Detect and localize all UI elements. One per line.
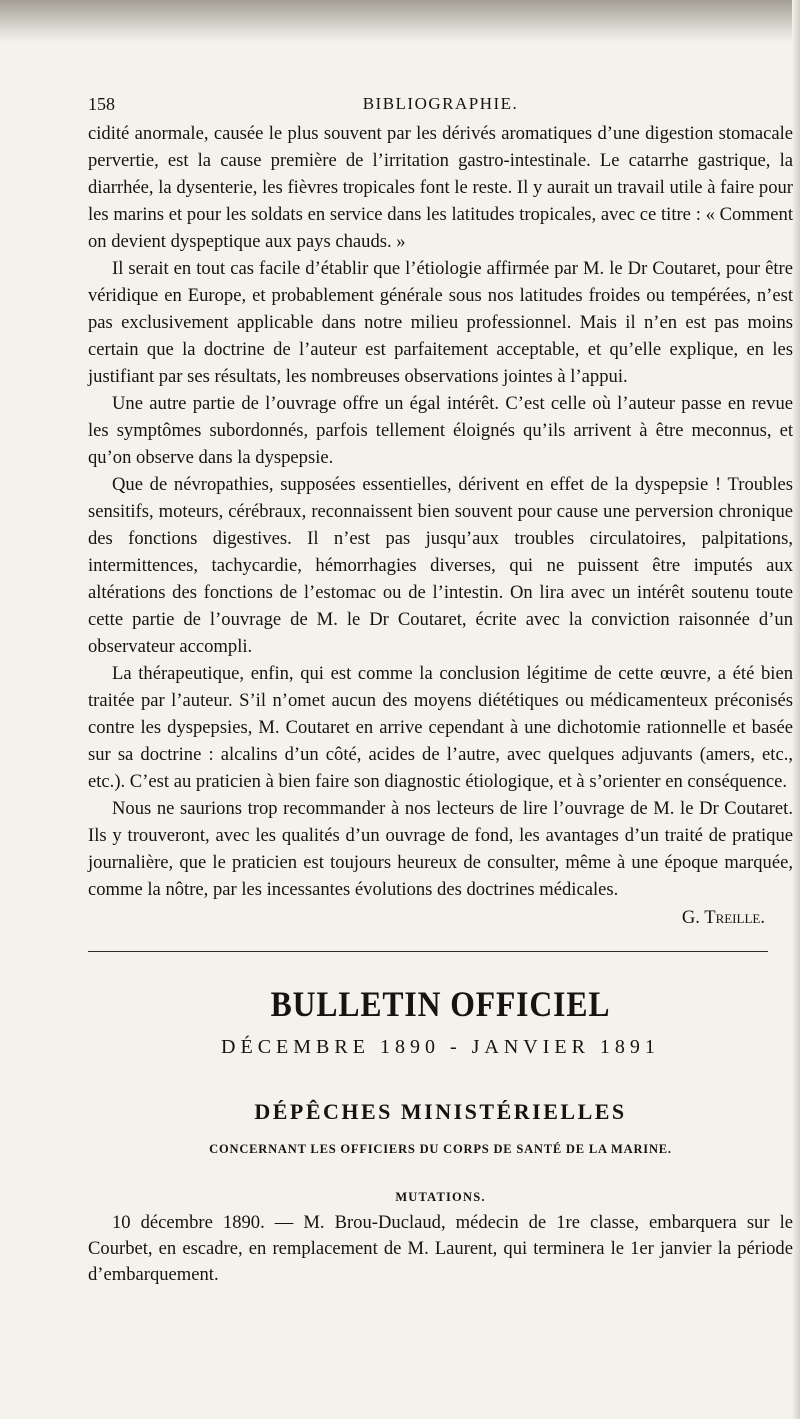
review-paragraph-6: Nous ne saurions trop recommander à nos lecteurs de lire l’ouvrage de M. le Dr Coutaret. Ils y trouveront, avec les qualités d’un ouvrage de fond, les avantages d’un traité de pratique journalière, que le praticien est toujours heureux de consulter, même à une époque marquée, comme la nôtre, par les incessantes évolutions des doctrines médicales. — [88, 798, 793, 900]
section-subheading: CONCERNANT LES OFFICIERS DU CORPS DE SANTÉ DE LA MARINE. — [209, 1142, 672, 1156]
scan-top-shadow — [0, 0, 800, 42]
review-paragraph-4: Que de névropathies, supposées essentielles, dérivent en effet de la dyspepsie ! Troubles sensitifs, moteurs, cérébraux, reconnaissent bien souvent pour cause une perversion chronique des fonctions digestives. Il n’est pas jusqu’aux troubles circulatoires, palpitations, intermittences, tachycardie, hémorrhagies diverses, qui ne puissent être imputés aux altérations des fonctions de l’estomac ou de l’intestin. On lira avec un intérêt soutenu toute cette partie de l’ouvrage de M. le Dr Coutaret, écrite avec la conviction raisonnée d’un observateur accompli. — [88, 474, 793, 657]
author-signature: G. Treille. — [681, 907, 765, 928]
section-heading: DÉPÊCHES MINISTÉRIELLES — [254, 1099, 627, 1124]
bulletin-date-range: DÉCEMBRE 1890 - JANVIER 1891 — [221, 1036, 660, 1058]
bulletin-title: BULLETIN OFFICIEL — [270, 984, 611, 1024]
page-number: 158 — [88, 94, 115, 114]
running-title: BIBLIOGRAPHIE. — [362, 94, 519, 113]
review-paragraph-3: Une autre partie de l’ouvrage offre un égal intérêt. C’est celle où l’auteur passe en revue les symptômes subordonnés, parfois tellement éloignés qu’ils arrivent à être meconnus, et qu’on observe dans la dyspepsie. — [88, 393, 793, 468]
review-paragraph-5: La thérapeutique, enfin, qui est comme la conclusion légitime de cette œuvre, a été bien traitée par l’auteur. S’il n’omet aucun des moyens diététiques ou médicamenteux préconisés contre les dyspepsies, M. Coutaret en arrive cependant à une dichotomie rationnelle et basée sur sa doctrine : alcalins d’un côté, acides de l’autre, avec quelques adjuvants (amers, etc., etc.). C’est au praticien à bien faire son diagnostic étiologique, et à s’orienter en conséquence. — [88, 663, 793, 792]
mutations-heading: MUTATIONS. — [395, 1190, 486, 1204]
page — [88, 88, 793, 1288]
scan-right-edge — [792, 0, 800, 1419]
mutations-list — [88, 1210, 793, 1288]
running-head — [88, 88, 793, 120]
review-paragraph-2: Il serait en tout cas facile d’établir que l’étiologie affirmée par M. le Dr Coutaret, pour être véridique en Europe, et probablement générale sous nos latitudes froides ou tempérées, n’est pas exclusivement applicable dans notre milieu professionnel. Mais il n’en est pas moins certain que la doctrine de l’auteur est parfaitement acceptable, et qu’elle explique, en les justifiant par ses résultats, les nombreuses observations jointes à l’appui. — [88, 258, 793, 387]
review-paragraph-1: cidité anormale, causée le plus souvent par les dérivés aromatiques d’une digestion stomacale pervertie, est la cause première de l’irritation gastro-intestinale. Le catarrhe gastrique, la diarrhée, la dysenterie, les fièvres tropicales font le reste. Il y aurait un travail utile à faire pour les marins et pour les soldats en service dans les latitudes tropicales, avec ce titre : « Comment on devient dyspeptique aux pays chauds. » — [88, 123, 793, 252]
section-divider — [88, 951, 768, 952]
review-text — [88, 120, 793, 903]
mutation-entry: 10 décembre 1890. — M. Brou-Duclaud, médecin de 1re classe, embarquera sur le Courbet, en escadre, en remplacement de M. Laurent, qui terminera le 1er janvier la période d’embarquement. — [88, 1212, 793, 1285]
